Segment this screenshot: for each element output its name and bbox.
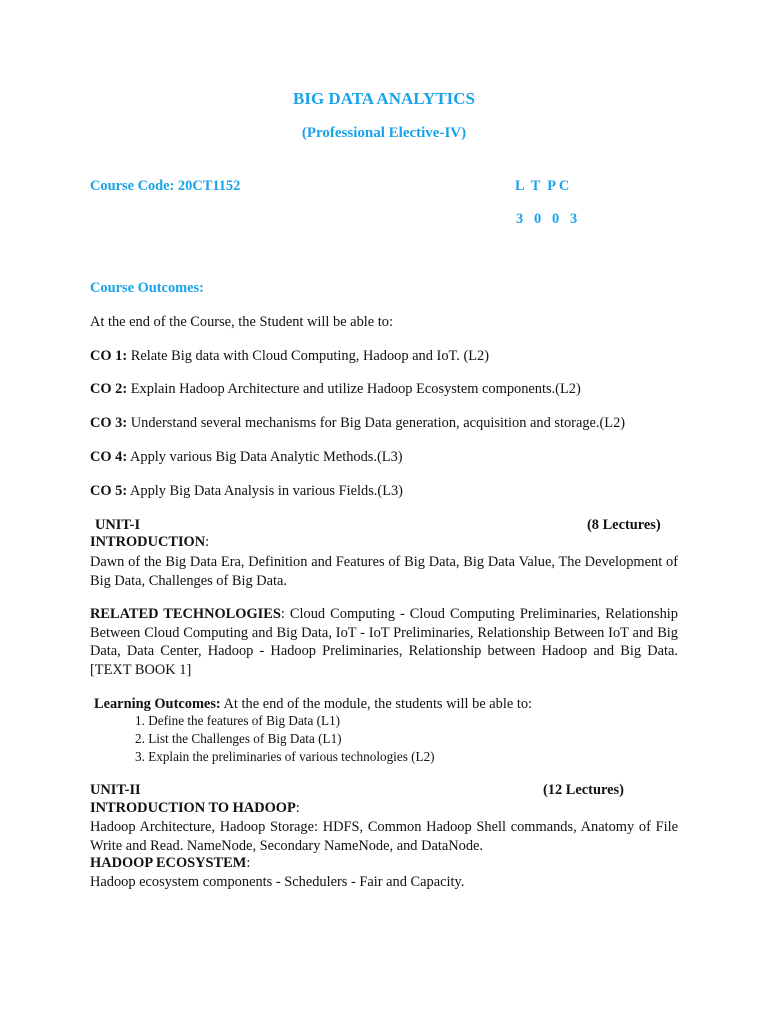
unit1-related-paragraph [90,605,678,679]
unit1-label: UNIT-I [95,517,141,533]
learning-outcomes-heading: Learning Outcomes: [94,696,221,712]
unit2-hadoop-heading: INTRODUCTION TO HADOOP [90,800,296,816]
course-outcome-item [90,348,489,365]
unit2-hadoop-heading-line [90,800,300,817]
ltpc-label: L T P C [515,178,570,194]
unit1-intro-heading: INTRODUCTION [90,534,206,550]
learning-outcomes-intro: At the end of the module, the students will be able to: [220,696,533,712]
unit2-eco-colon: : [246,855,251,871]
course-outcome-item [90,381,581,398]
unit2-eco-heading-line [90,855,250,872]
course-subtitle: (Professional Elective-IV) [301,125,467,141]
course-outcome-text: Apply Big Data Analysis in various Fields.(L3) [127,483,403,499]
course-outcome-code: CO 1: [90,348,128,364]
learning-outcome-item: 2. List the Challenges of Big Data (L1) [135,731,342,746]
unit2-label: UNIT-II [90,782,141,798]
unit1-intro-colon: : [205,534,210,550]
course-outcome-item [90,483,403,500]
course-outcome-text: Apply various Big Data Analytic Methods.(L3) [127,449,403,465]
outcomes-intro: At the end of the Course, the Student will be able to: [90,314,393,330]
unit2-hadoop-colon: : [295,800,300,816]
learning-outcome-item: 1. Define the features of Big Data (L1) [135,713,341,728]
course-outcome-text: Relate Big data with Cloud Computing, Hadoop and IoT. (L2) [127,348,490,364]
unit1-lectures: (8 Lectures) [587,517,661,533]
unit2-eco-text: Hadoop ecosystem components - Schedulers - Fair and Capacity. [90,874,465,890]
learning-outcomes-line [94,696,532,713]
unit1-related-text: : Cloud Computing - Cloud Computing Preliminaries, Relationship Between Cloud Computing and Big Data, IoT - IoT Preliminaries, Relationship Between IoT and Big Data, Data Center, Hadoop - Hadoop Preliminaries, Relationship between Hadoop and Big Data. [TEXT BOOK 1] [90,606,678,678]
outcomes-heading: Course Outcomes: [90,280,204,296]
learning-outcome-item: 3. Explain the preliminaries of various technologies (L2) [135,749,435,764]
unit1-intro-text: Dawn of the Big Data Era, Definition and Features of Big Data, Big Data Value, The Development of Big Data, Challenges of Big Data. [90,554,678,589]
unit2-hadoop-text: Hadoop Architecture, Hadoop Storage: HDFS, Common Hadoop Shell commands, Anatomy of File Write and Read. NameNode, Secondary NameNode, and DataNode. [90,819,678,854]
course-outcome-code: CO 3: [90,415,128,431]
course-outcome-item [90,415,625,432]
course-outcome-code: CO 5: [90,483,128,499]
course-title: BIG DATA ANALYTICS [292,89,476,108]
unit1-related-heading: RELATED TECHNOLOGIES [90,606,281,622]
course-outcome-code: CO 4: [90,449,128,465]
course-outcome-text: Explain Hadoop Architecture and utilize Hadoop Ecosystem components.(L2) [127,381,581,397]
course-outcome-item [90,449,403,466]
unit1-intro-heading-line [90,534,209,551]
unit2-lectures: (12 Lectures) [543,782,624,798]
unit2-eco-heading: HADOOP ECOSYSTEM [90,855,247,871]
course-code: Course Code: 20CT1152 [90,178,241,194]
course-outcome-code: CO 2: [90,381,128,397]
course-outcome-text: Understand several mechanisms for Big Data generation, acquisition and storage.(L2) [127,415,626,431]
ltpc-values: 3 0 0 3 [516,211,578,227]
